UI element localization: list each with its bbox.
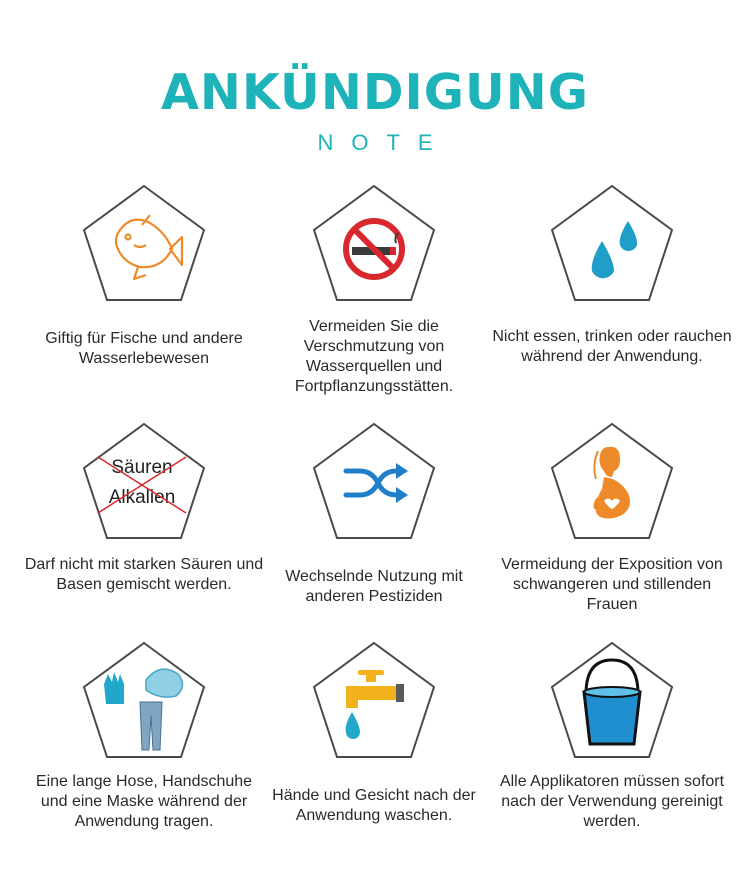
alkalis-label: Alkalien — [108, 487, 176, 508]
notice-text: Eine lange Hose, Handschuhe und eine Maske während der Anwendung tragen. — [35, 773, 253, 830]
notice-text: Vermeidung der Exposition von schwangeren und stillenden Frauen — [501, 556, 723, 613]
notice-text: Wechselnde Nutzung mit anderen Pestiziden — [285, 568, 463, 605]
notice-text: Vermeiden Sie die Verschmutzung von Wasserquellen und Fortpflanzungsstätten. — [294, 318, 454, 395]
notice-text: Nicht essen, trinken oder rauchen während der Anwendung. — [492, 328, 732, 365]
bucket-icon — [548, 640, 676, 760]
shuffle-arrows-icon — [310, 421, 438, 541]
notice-text: Alle Applikatoren müssen sofort nach der Verwendung gereinigt werden. — [499, 773, 725, 830]
notice-text: Hände und Gesicht nach der Anwendung waschen. — [272, 787, 476, 824]
notice-text: Darf nicht mit starken Säuren und Basen gemischt werden. — [24, 556, 264, 593]
page-subtitle: NOTE — [317, 130, 451, 155]
tap-wash-icon — [310, 640, 438, 760]
protective-gear-icon — [80, 640, 208, 760]
no-smoking-icon — [310, 183, 438, 303]
acids-label: Säuren — [111, 457, 173, 478]
fish-icon — [80, 183, 208, 303]
water-drops-icon — [548, 183, 676, 303]
page-title: ANKÜNDIGUNG — [161, 64, 589, 121]
pregnant-woman-icon — [548, 421, 676, 541]
no-acids-alkalis-icon — [80, 421, 208, 541]
notice-text: Giftig für Fische und andere Wasserlebewesen — [45, 330, 243, 367]
